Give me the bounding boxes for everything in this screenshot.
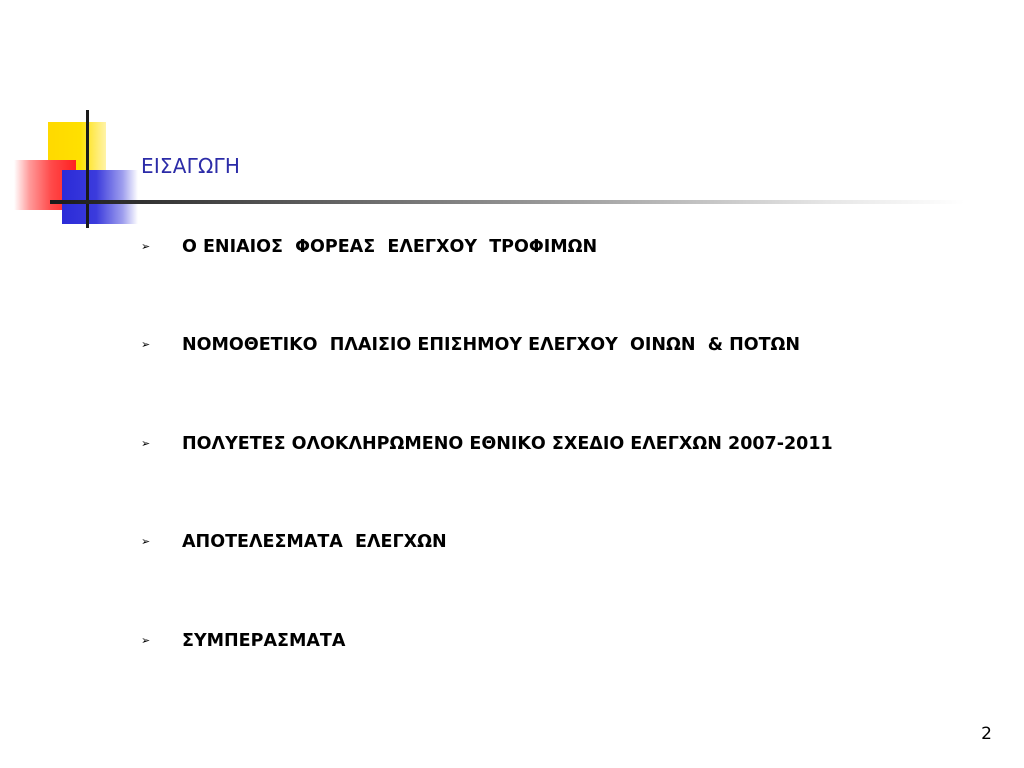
bullet-text: ΠΟΛΥΕΤΕΣ ΟΛΟΚΛΗΡΩΜΕΝΟ ΕΘΝΙΚΟ ΣΧΕΔΙΟ ΕΛΕΓΧΩΝ 2007-2011 <box>182 433 833 454</box>
slide-title: ΕΙΣΑΓΩΓΗ <box>141 154 241 178</box>
bullet-text: ΑΠΟΤΕΛΕΣΜΑΤΑ ΕΛΕΓΧΩΝ <box>182 532 447 553</box>
decorative-vertical-line <box>86 110 89 228</box>
arrow-bullet-icon: ➢ <box>141 436 151 450</box>
decorative-blue-square <box>62 170 138 224</box>
page-number: 2 <box>981 724 992 744</box>
arrow-bullet-icon: ➢ <box>141 535 151 549</box>
arrow-bullet-icon: ➢ <box>141 338 151 352</box>
title-underline <box>50 200 965 204</box>
bullet-text: ΝΟΜΟΘΕΤΙΚΟ ΠΛΑΙΣΙΟ ΕΠΙΣΗΜΟΥ ΕΛΕΓΧΟΥ ΟΙΝΩΝ & ΠΟΤΩΝ <box>182 335 801 356</box>
bullet-text: Ο ΕΝΙΑΙΟΣ ΦΟΡΕΑΣ ΕΛΕΓΧΟΥ ΤΡΟΦΙΜΩΝ <box>182 237 598 257</box>
arrow-bullet-icon: ➢ <box>141 240 151 253</box>
arrow-bullet-icon: ➢ <box>141 633 151 647</box>
bullet-text: ΣΥΜΠΕΡΑΣΜΑΤΑ <box>182 630 346 651</box>
